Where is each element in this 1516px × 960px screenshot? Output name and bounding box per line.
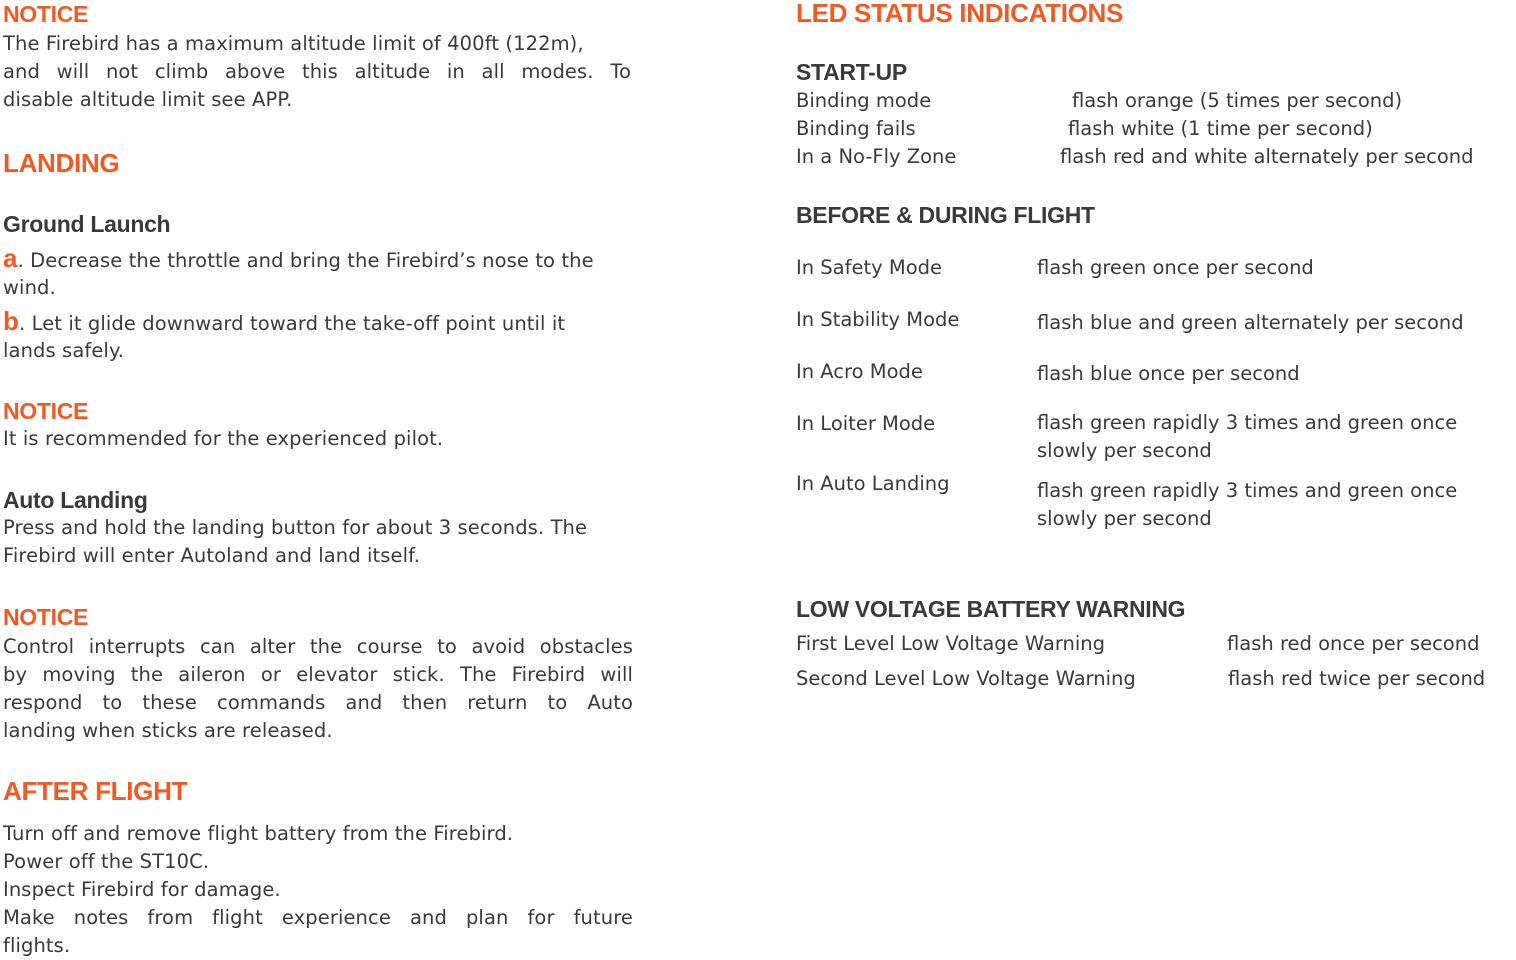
battery-row-1-label: First Level Low Voltage Warning: [796, 632, 1106, 655]
startup-row-2-value: flash white (1 time per second): [1068, 117, 1373, 140]
startup-row-3-label: In a No-Fly Zone: [796, 145, 957, 168]
notice-heading-1: NOTICE: [3, 1, 89, 27]
flight-row-1-value: flash green once per second: [1037, 256, 1314, 279]
ground-launch-step-b-line-2: lands safely.: [3, 339, 125, 362]
step-a-text: . Decrease the throttle and bring the Firebird’s nose to the: [17, 249, 594, 272]
ground-launch-step-b: [3, 307, 633, 338]
startup-row-1-label: Binding mode: [796, 89, 932, 112]
flight-row-4-label: In Loiter Mode: [796, 412, 936, 435]
notice-heading-3: NOTICE: [3, 604, 89, 630]
step-b-text: . Let it glide downward toward the take-off point until it: [18, 312, 566, 335]
ground-launch-heading: Ground Launch: [3, 211, 171, 237]
startup-row-3-value: flash red and white alternately per second: [1060, 145, 1474, 168]
flight-row-4-value: flash green rapidly 3 times and green once: [1037, 411, 1458, 434]
after-flight-line-5: flights.: [3, 934, 71, 957]
flight-row-5-value: flash green rapidly 3 times and green once: [1037, 479, 1458, 502]
auto-landing-heading: Auto Landing: [3, 487, 148, 513]
flight-heading: BEFORE & DURING FLIGHT: [796, 202, 1095, 228]
led-status-heading: LED STATUS INDICATIONS: [796, 0, 1124, 28]
auto-landing-line-2: Firebird will enter Autoland and land itself.: [3, 544, 421, 567]
step-a-letter: a: [3, 243, 18, 273]
battery-row-2-value: flash red twice per second: [1228, 667, 1486, 690]
startup-heading: START-UP: [796, 59, 907, 85]
after-flight-heading: AFTER FLIGHT: [3, 776, 188, 806]
flight-row-1-label: In Safety Mode: [796, 256, 943, 279]
auto-landing-line-1: Press and hold the landing button for about 3 seconds. The: [3, 516, 588, 539]
battery-row-2-label: Second Level Low Voltage Warning: [796, 667, 1136, 690]
ground-launch-step-a-line-2: wind.: [3, 276, 56, 299]
after-flight-line-1: Turn off and remove flight battery from the Firebird.: [3, 822, 514, 845]
notice-1-line-3: disable altitude limit see APP.: [3, 88, 293, 111]
flight-row-3-value: flash blue once per second: [1037, 362, 1300, 385]
flight-row-5-label: In Auto Landing: [796, 472, 950, 495]
notice-heading-2: NOTICE: [3, 398, 89, 424]
notice-3-line-2: by moving the aileron or elevator stick. The Firebird will: [3, 663, 633, 686]
ground-launch-step-a: [3, 244, 633, 275]
notice-1-line-2: and will not climb above this altitude in all modes. To: [3, 60, 631, 83]
flight-row-2-label: In Stability Mode: [796, 308, 960, 331]
notice-2-text: It is recommended for the experienced pilot.: [3, 427, 444, 450]
notice-1-line-1: The Firebird has a maximum altitude limit of 400ft (122m),: [3, 32, 584, 55]
flight-row-4-value-line-2: slowly per second: [1037, 439, 1212, 462]
flight-row-5-value-line-2: slowly per second: [1037, 507, 1212, 530]
landing-heading: LANDING: [3, 148, 120, 178]
notice-3-line-4: landing when sticks are released.: [3, 719, 333, 742]
startup-row-2-label: Binding fails: [796, 117, 916, 140]
notice-3-line-1: Control interrupts can alter the course to avoid obstacles: [3, 635, 633, 658]
battery-row-1-value: flash red once per second: [1227, 632, 1480, 655]
after-flight-line-3: Inspect Firebird for damage.: [3, 878, 281, 901]
flight-row-3-label: In Acro Mode: [796, 360, 923, 383]
startup-row-1-value: flash orange (5 times per second): [1072, 89, 1403, 112]
after-flight-line-4: Make notes from flight experience and plan for future: [3, 906, 633, 929]
notice-3-line-3: respond to these commands and then return to Auto: [3, 691, 633, 714]
battery-heading: LOW VOLTAGE BATTERY WARNING: [796, 596, 1186, 622]
step-b-letter: b: [3, 306, 19, 336]
flight-row-2-value: flash blue and green alternately per second: [1037, 311, 1464, 334]
after-flight-line-2: Power off the ST10C.: [3, 850, 210, 873]
